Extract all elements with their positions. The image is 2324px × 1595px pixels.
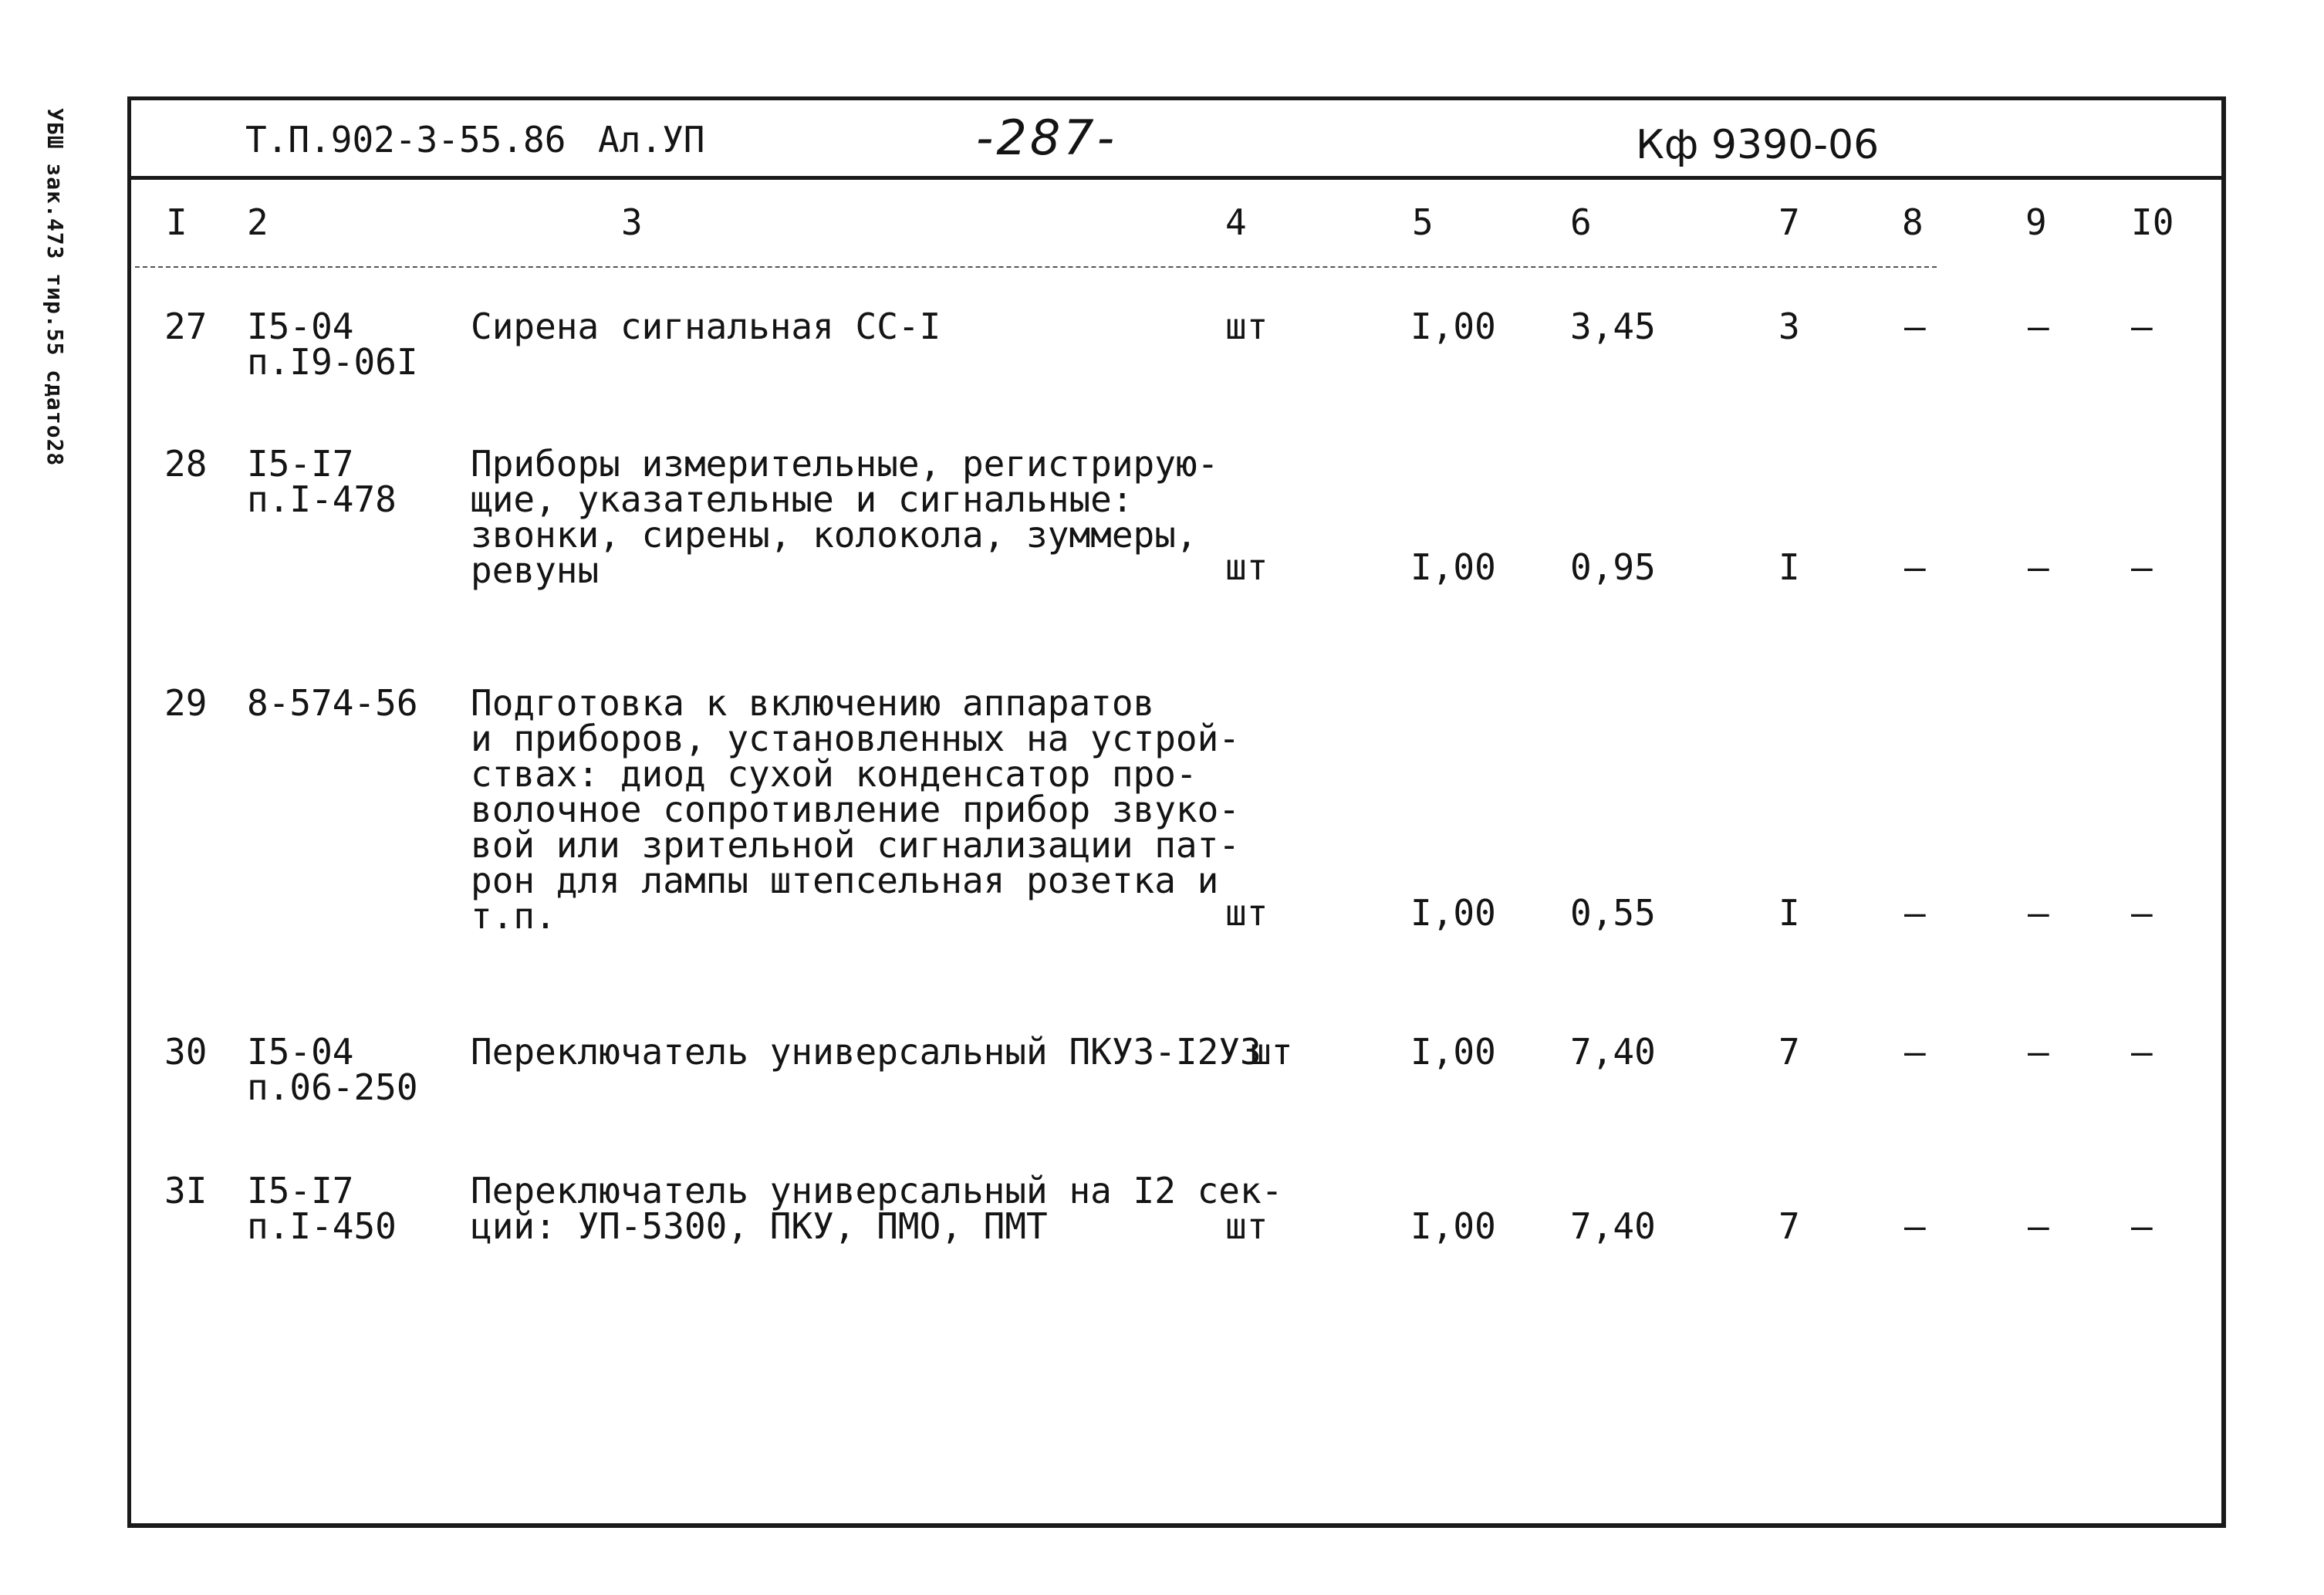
row-number: 29: [164, 682, 208, 724]
row-price: 0,55: [1570, 892, 1656, 934]
row-col9: –: [2028, 546, 2049, 588]
row-code-line: п.I-478: [247, 478, 397, 520]
row-unit: шт: [1225, 892, 1268, 934]
row-price: 0,95: [1570, 546, 1656, 588]
row-total: 7: [1778, 1205, 1800, 1247]
side-stamp: [42, 108, 93, 509]
row-code-line: I5-I7: [247, 443, 354, 485]
row-col8: –: [1904, 546, 1926, 588]
row-unit: шт: [1250, 1031, 1293, 1073]
row-col9: –: [2028, 1031, 2049, 1073]
row-price: 7,40: [1570, 1031, 1656, 1073]
row-quantity: I,00: [1410, 546, 1496, 588]
row-code-line: I5-04: [247, 1031, 354, 1073]
row-col8: –: [1904, 892, 1926, 934]
column-number: 9: [2025, 201, 2047, 243]
row-number: 3I: [164, 1170, 208, 1211]
row-code-line: п.06-250: [247, 1066, 418, 1108]
row-description-line: ревуны: [471, 549, 600, 591]
row-col9: –: [2028, 306, 2049, 347]
row-description-line: ствах: диод сухой конденсатор про-: [471, 753, 1197, 795]
album-label: Ал.УП: [598, 119, 705, 161]
ref-code: Кф 9390-06: [1636, 122, 1880, 168]
row-unit: шт: [1225, 546, 1268, 588]
row-total: 7: [1778, 1031, 1800, 1073]
row-description-line: вой или зрительной сигнализации пат-: [471, 824, 1240, 866]
row-unit: шт: [1225, 306, 1268, 347]
row-col8: –: [1904, 306, 1926, 347]
column-number: I: [166, 201, 187, 243]
column-number: I0: [2131, 201, 2174, 243]
row-description-line: рон для лампы штепсельная розетка и: [471, 860, 1219, 901]
row-col10: –: [2131, 1205, 2153, 1247]
row-total: I: [1778, 546, 1800, 588]
row-code-line: п.I9-06I: [247, 341, 418, 383]
row-col9: –: [2028, 892, 2049, 934]
row-quantity: I,00: [1410, 306, 1496, 347]
column-number: 7: [1778, 201, 1800, 243]
row-quantity: I,00: [1410, 1205, 1496, 1247]
row-description-line: Переключатель универсальный на I2 сек-: [471, 1170, 1283, 1211]
row-col10: –: [2131, 546, 2153, 588]
row-col8: –: [1904, 1205, 1926, 1247]
row-col8: –: [1904, 1031, 1926, 1073]
row-description-line: Переключатель универсальный ПКУ3-I2У3: [471, 1031, 1262, 1073]
row-description-line: щие, указательные и сигнальные:: [471, 478, 1133, 520]
row-number: 27: [164, 306, 208, 347]
header-divider: [127, 176, 2226, 180]
row-description-line: волочное сопротивление прибор звуко-: [471, 789, 1240, 830]
row-price: 3,45: [1570, 306, 1656, 347]
row-number: 30: [164, 1031, 208, 1073]
page-number: -287-: [976, 110, 1118, 166]
column-header-divider: [135, 266, 1937, 268]
column-number: 5: [1412, 201, 1434, 243]
row-description-line: звонки, сирены, колокола, зуммеры,: [471, 514, 1197, 556]
row-col9: –: [2028, 1205, 2049, 1247]
row-col10: –: [2131, 892, 2153, 934]
row-description-line: Сирена сигнальная СС-I: [471, 306, 941, 347]
doc-code: Т.П.902-3-55.86: [245, 119, 566, 161]
row-code-line: I5-I7: [247, 1170, 354, 1211]
side-stamp-text: УБШ зак.473 тир.55 сдато28: [42, 108, 68, 467]
row-description-line: и приборов, установленных на устрой-: [471, 718, 1240, 759]
row-description-line: Приборы измерительные, регистрирую-: [471, 443, 1219, 485]
column-number: 8: [1902, 201, 1924, 243]
row-description-line: т.п.: [471, 895, 556, 937]
row-col10: –: [2131, 1031, 2153, 1073]
row-code-line: 8-574-56: [247, 682, 418, 724]
column-number: 3: [621, 201, 643, 243]
row-quantity: I,00: [1410, 892, 1496, 934]
column-number: 2: [247, 201, 269, 243]
row-price: 7,40: [1570, 1205, 1656, 1247]
row-quantity: I,00: [1410, 1031, 1496, 1073]
column-number: 6: [1570, 201, 1592, 243]
row-number: 28: [164, 443, 208, 485]
row-code-line: п.I-450: [247, 1205, 397, 1247]
row-total: 3: [1778, 306, 1800, 347]
row-code-line: I5-04: [247, 306, 354, 347]
row-total: I: [1778, 892, 1800, 934]
column-number: 4: [1225, 201, 1247, 243]
row-unit: шт: [1225, 1205, 1268, 1247]
row-description-line: ций: УП-5300, ПКУ, ПМО, ПМТ: [471, 1205, 1048, 1247]
row-col10: –: [2131, 306, 2153, 347]
row-description-line: Подготовка к включению аппаратов: [471, 682, 1155, 724]
